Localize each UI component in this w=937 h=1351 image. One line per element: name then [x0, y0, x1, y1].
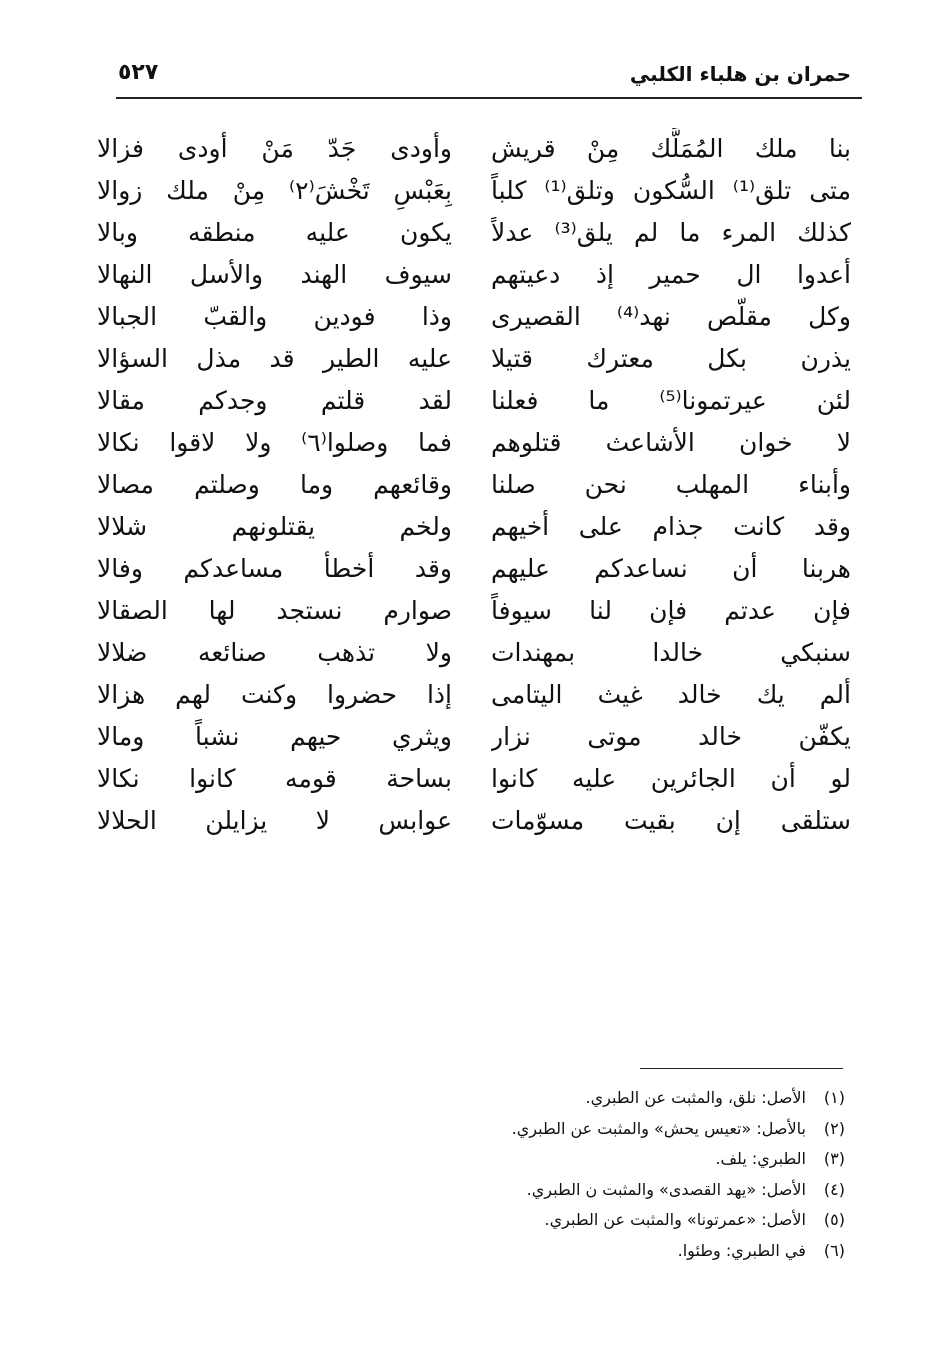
verse-line: ستلقى إن بقيت مسوّمات: [491, 806, 851, 835]
header-divider: [116, 97, 862, 99]
verse-line: لئن عيرتمونا⁽⁵⁾ ما فعلنا: [491, 386, 851, 415]
verse-line: متى تلق⁽¹⁾ السُّكون وتلق⁽¹⁾ كلباً: [491, 176, 851, 205]
footnote: [512, 1205, 845, 1236]
footnote-text: الأصل: «عمرتونا» والمثبت عن الطبري.: [544, 1210, 806, 1229]
footnote-number: (٤): [823, 1179, 845, 1199]
verse-line: لو أن الجائرين عليه كانوا: [491, 764, 851, 793]
footnote: [512, 1114, 845, 1145]
verse-line: يذرن بكل معترك قتيلا: [491, 344, 851, 373]
verse-line: ويثري حيهم نشباً ومالا: [97, 722, 452, 751]
verse-line: فما وصلوا⁽٦⁾ ولا لاقوا نكالا: [97, 428, 452, 457]
verse-line: وأودى جَدّ مَنْ أودى فزالا: [97, 134, 452, 163]
poem-left-column: [97, 128, 452, 842]
verse-line: ولا تذهب صنائعه ضلالا: [97, 638, 452, 667]
page-number: ٥٢٧: [118, 60, 159, 85]
footnote-text: الأصل: «يهد القصدى» والمثبت ن الطبري.: [526, 1179, 806, 1199]
footnote-text: بالأصل: «تعيس يحش» والمثبت عن الطبري.: [511, 1118, 806, 1138]
verse-line: أعدوا ال حمير إذ دعيتهم: [491, 260, 851, 289]
running-header-title: حمران بن هلباء الكلبي: [629, 62, 851, 86]
footnote: [512, 1175, 845, 1206]
verse-line: يكون عليه منطقه وبالا: [97, 218, 452, 247]
verse-line: صوارم نستجد لها الصقالا: [97, 596, 452, 625]
footnote-number: (٣): [823, 1149, 845, 1168]
verse-line: سنبكي خالدا بمهندات: [491, 638, 851, 667]
footnote-text: الأصل: نلق، والمثبت عن الطبري.: [585, 1088, 806, 1107]
verse-line: وقد أخطأ مساعدكم وفالا: [97, 554, 452, 583]
verse-line: وأبناء المهلب نحن صلنا: [491, 470, 851, 499]
footnote-text: الطبري: يلف.: [715, 1149, 806, 1168]
verse-line: وقد كانت جذام على أخيهم: [491, 512, 851, 541]
verse-line: بساحة قومه كانوا نكالا: [97, 764, 452, 793]
verse-line: هربنا أن نساعدكم عليهم: [491, 554, 851, 583]
poem-right-column: [491, 128, 851, 842]
verse-line: عوابس لا يزايلن الحلالا: [97, 806, 452, 835]
footnote-number: (٥): [823, 1210, 845, 1229]
verse-line: ولخم يقتلونهم شلالا: [97, 512, 452, 541]
verse-line: ألم يك خالد غيث اليتامى: [491, 680, 851, 709]
footnote-number: (١): [823, 1088, 845, 1107]
footnote-number: (٢): [823, 1118, 845, 1138]
footnote-divider: [640, 1068, 843, 1069]
verse-line: لقد قلتم وجدكم مقالا: [97, 386, 452, 415]
verse-line: سيوف الهند والأسل النهالا: [97, 260, 452, 289]
footnote: [512, 1083, 845, 1114]
verse-line: بِعَبْسِ تَخْشَ⁽٢⁾ مِنْ ملك زوالا: [97, 176, 452, 205]
footnote: [512, 1144, 845, 1175]
footnote-number: (٦): [823, 1240, 845, 1260]
verse-line: إذا حضروا وكنت لهم هزالا: [97, 680, 452, 709]
verse-line: فإن عدتم فإن لنا سيوفاً: [491, 596, 851, 625]
verse-line: وكل مقلّص نهد⁽⁴⁾ القصيرى: [491, 302, 851, 331]
footnote-text: في الطبري: وطئوا.: [677, 1240, 806, 1260]
verse-line: كذلك المرء ما لم يلق⁽³⁾ عدلاً: [491, 218, 851, 247]
verse-line: بنا ملك المُمَلَّك مِنْ قريش: [491, 134, 851, 163]
verse-line: يكفّن خالد موتى نزار: [491, 722, 851, 751]
footnotes: [512, 1083, 845, 1266]
verse-line: وذا فودين والقبّ الجبالا: [97, 302, 452, 331]
verse-line: لا خوان الأشاعث قتلوهم: [491, 428, 851, 457]
footnote: [512, 1236, 845, 1267]
verse-line: وقائعهم وما وصلتم مصالا: [97, 470, 452, 499]
verse-line: عليه الطير قد مذل السؤالا: [97, 344, 452, 373]
